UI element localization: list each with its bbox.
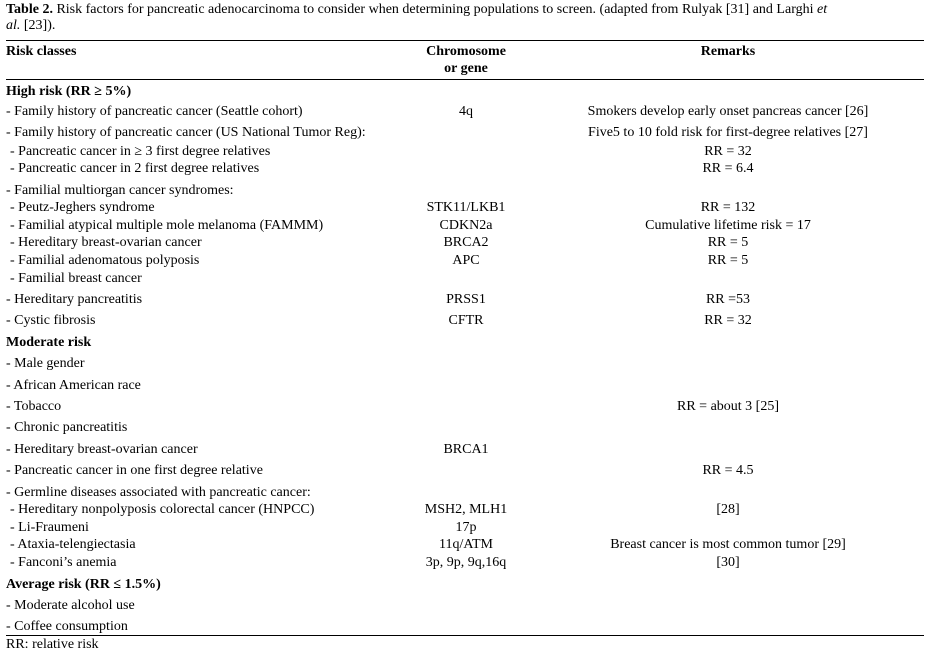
header-chromosome-line2: or gene <box>444 61 488 76</box>
gene-cell: 17p <box>455 520 477 535</box>
table-row <box>0 462 930 480</box>
table-row <box>0 143 930 161</box>
header-rule <box>6 79 924 80</box>
gene-cell: 11q/ATM <box>439 537 493 552</box>
risk-factor-cell: - Li-Fraumeni <box>10 520 89 535</box>
gene-cell: APC <box>452 253 480 268</box>
risk-factor-cell: - Chronic pancreatitis <box>6 420 128 435</box>
remarks-cell: RR = 6.4 <box>702 161 754 176</box>
remarks-cell: Cumulative lifetime risk = 17 <box>645 218 811 233</box>
table-row <box>0 377 930 395</box>
table-row <box>0 597 930 615</box>
footnote: RR: relative risk <box>6 637 99 652</box>
table-row <box>0 536 930 554</box>
gene-cell: 4q <box>459 104 473 119</box>
table-row <box>0 312 930 330</box>
risk-factor-cell: - Moderate alcohol use <box>6 598 135 613</box>
risk-factor-cell: - Germline diseases associated with pancreatic cancer: <box>6 485 311 500</box>
risk-factor-cell: - Family history of pancreatic cancer (US National Tumor Reg): <box>6 125 366 140</box>
table-caption <box>6 2 926 34</box>
remarks-cell: [30] <box>716 555 740 570</box>
remarks-cell: Smokers develop early onset pancreas cancer [26] <box>587 104 869 119</box>
header-chromosome-line1: Chromosome <box>426 44 506 59</box>
section-row <box>0 576 930 594</box>
gene-cell: BRCA2 <box>443 235 489 250</box>
risk-factor-cell: - Familial multiorgan cancer syndromes: <box>6 183 234 198</box>
table-row <box>0 199 930 217</box>
risk-factor-cell: Average risk (RR ≤ 1.5%) <box>6 577 161 592</box>
risk-factor-cell: - Hereditary breast-ovarian cancer <box>10 235 202 250</box>
gene-cell: CFTR <box>448 313 484 328</box>
table-row <box>0 103 930 121</box>
bottom-rule <box>6 635 924 636</box>
caption-label: Table 2. <box>6 2 53 17</box>
risk-factor-cell: - Peutz-Jeghers syndrome <box>10 200 155 215</box>
table-row <box>0 252 930 270</box>
remarks-cell: RR = 4.5 <box>702 463 754 478</box>
table-row <box>0 519 930 537</box>
risk-factor-cell: - Familial atypical multiple mole melanoma (FAMMM) <box>10 218 324 233</box>
remarks-cell: [28] <box>716 502 740 517</box>
caption-et: et <box>817 2 828 17</box>
table-row <box>0 419 930 437</box>
table-row <box>0 217 930 235</box>
header-chromosome <box>426 43 506 77</box>
risk-factor-cell: - Pancreatic cancer in 2 first degree relatives <box>10 161 260 176</box>
risk-factor-cell: - Fanconi’s anemia <box>10 555 117 570</box>
risk-factor-cell: - Cystic fibrosis <box>6 313 96 328</box>
risk-factor-cell: - Hereditary breast-ovarian cancer <box>6 442 198 457</box>
risk-factor-cell: - Hereditary nonpolyposis colorectal cancer (HNPCC) <box>10 502 315 517</box>
risk-factor-cell: - Ataxia-telengiectasia <box>10 537 136 552</box>
table-row <box>0 554 930 572</box>
section-row <box>0 334 930 352</box>
table-row <box>0 618 930 636</box>
gene-cell: STK11/LKB1 <box>426 200 506 215</box>
risk-factor-cell: - Familial adenomatous polyposis <box>10 253 200 268</box>
header-risk-classes: Risk classes <box>6 44 77 59</box>
risk-factor-cell: - Coffee consumption <box>6 619 128 634</box>
table-row <box>0 398 930 416</box>
table-row <box>0 484 930 502</box>
table-row <box>0 441 930 459</box>
caption-al: al. <box>6 18 21 33</box>
gene-cell: MSH2, MLH1 <box>424 502 508 517</box>
table-row <box>0 124 930 142</box>
risk-factor-cell: High risk (RR ≥ 5%) <box>6 84 132 99</box>
table-row <box>0 234 930 252</box>
remarks-cell: RR = 32 <box>704 313 752 328</box>
risk-factor-cell: Moderate risk <box>6 335 92 350</box>
caption-ref: [23]). <box>23 18 56 33</box>
caption-text: Risk factors for pancreatic adenocarcinoma to consider when determining populations to screen. (adapted from Rulyak [31] and Larghi <box>56 2 814 17</box>
remarks-cell: Five5 to 10 fold risk for first-degree relatives [27] <box>588 125 868 140</box>
remarks-cell: RR = 5 <box>707 253 749 268</box>
table-row <box>0 501 930 519</box>
gene-cell: PRSS1 <box>446 292 486 307</box>
risk-factor-cell: - Familial breast cancer <box>10 271 142 286</box>
risk-factor-cell: - Tobacco <box>6 399 62 414</box>
risk-factor-cell: - Pancreatic cancer in ≥ 3 first degree relatives <box>10 144 271 159</box>
risk-factor-cell: - Male gender <box>6 356 85 371</box>
risk-factor-cell: - African American race <box>6 378 141 393</box>
remarks-cell: RR = about 3 [25] <box>677 399 779 414</box>
table-row <box>0 160 930 178</box>
remarks-cell: RR = 32 <box>704 144 752 159</box>
section-row <box>0 83 930 101</box>
top-rule <box>6 40 924 41</box>
header-remarks: Remarks <box>700 44 756 59</box>
remarks-cell: RR = 132 <box>700 200 756 215</box>
gene-cell: BRCA1 <box>443 442 489 457</box>
table-row <box>0 270 930 288</box>
table-row <box>0 182 930 200</box>
risk-factor-cell: - Pancreatic cancer in one first degree relative <box>6 463 263 478</box>
remarks-cell: RR = 5 <box>707 235 749 250</box>
remarks-cell: Breast cancer is most common tumor [29] <box>610 537 846 552</box>
remarks-cell: RR =53 <box>705 292 751 307</box>
gene-cell: CDKN2a <box>439 218 493 233</box>
table-row <box>0 291 930 309</box>
table-row <box>0 355 930 373</box>
gene-cell: 3p, 9p, 9q,16q <box>425 555 507 570</box>
risk-factor-cell: - Hereditary pancreatitis <box>6 292 143 307</box>
risk-factor-cell: - Family history of pancreatic cancer (Seattle cohort) <box>6 104 303 119</box>
